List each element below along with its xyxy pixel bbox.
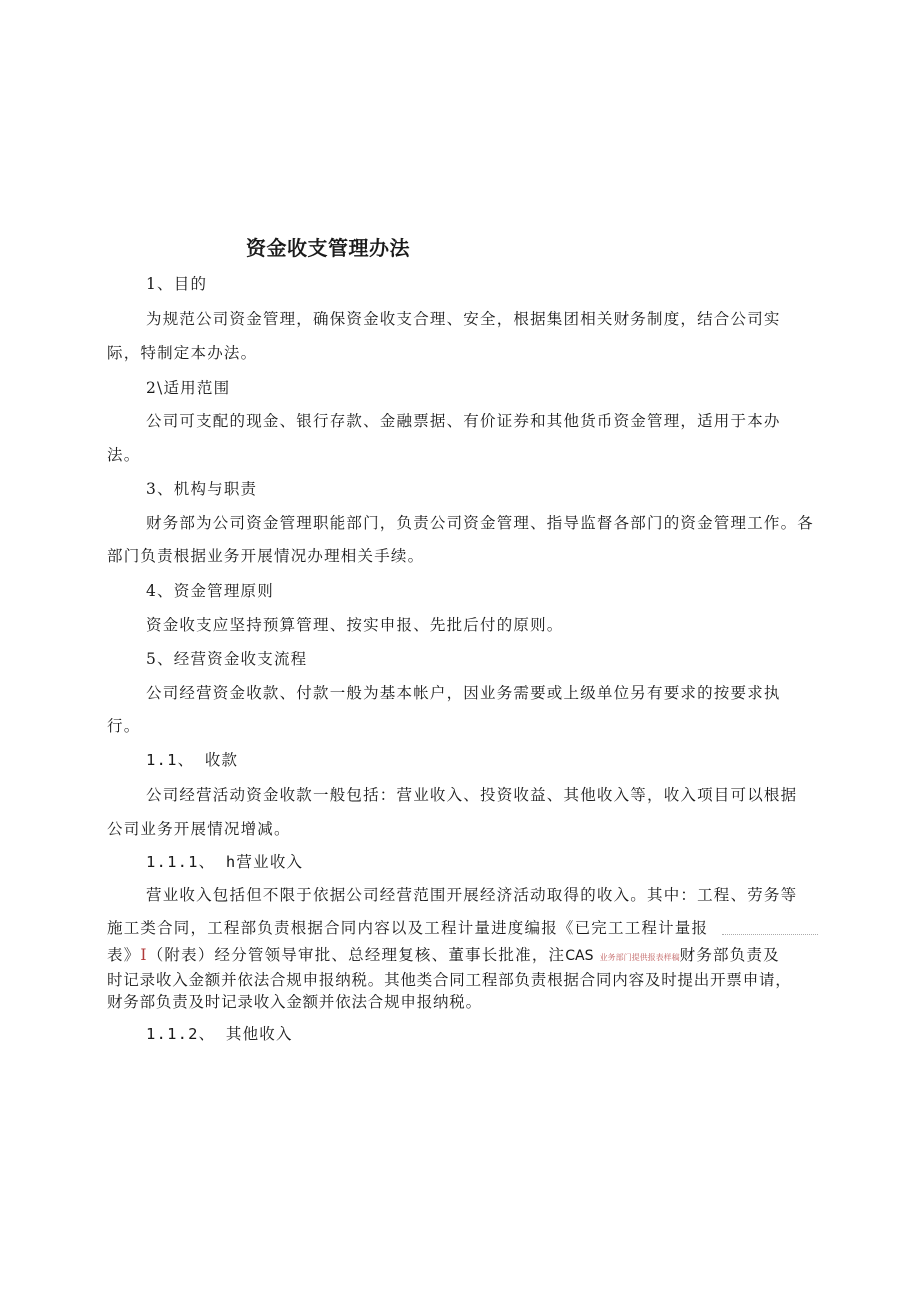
section-1-1-1-heading: 1.1.1、 h营业收入 bbox=[146, 853, 304, 871]
section-1-1-1-text-l4: 时记录收入金额并依法合规申报纳税。其他类合同工程部负责根据合同内容及时提出开票申请， bbox=[107, 971, 792, 989]
marker-fragment: I bbox=[140, 946, 148, 964]
section-5-heading: 5、经营资金收支流程 bbox=[146, 650, 308, 668]
section-3-heading: 3、机构与职责 bbox=[146, 480, 258, 498]
annotation-note: 业务部门提供报表样稿 bbox=[599, 953, 680, 962]
section-1-1-text-cont: 公司业务开展情况增减。 bbox=[107, 820, 291, 838]
section-1-1-2-heading: 1.1.2、 其他收入 bbox=[146, 1025, 293, 1043]
section-5-text: 公司经营资金收款、付款一般为基本帐户，因业务需要或上级单位另有要求的按要求执 bbox=[146, 684, 781, 702]
section-1-1-1-text-l3 bbox=[107, 945, 780, 968]
section-1-1-heading: 1.1、 收款 bbox=[146, 751, 239, 769]
section-3-text-cont: 部门负责根据业务开展情况办理相关手续。 bbox=[107, 547, 425, 565]
section-4-heading: 4、资金管理原则 bbox=[146, 582, 274, 600]
section-2-text: 公司可支配的现金、银行存款、金融票据、有价证券和其他货币资金管理，适用于本办 bbox=[146, 412, 781, 430]
section-2-heading: 2\适用范围 bbox=[146, 379, 231, 397]
document-title: 资金收支管理办法 bbox=[246, 236, 410, 260]
section-1-text: 为规范公司资金管理，确保资金收支合理、安全，根据集团相关财务制度，结合公司实 bbox=[146, 310, 781, 328]
section-2-text-cont: 法。 bbox=[107, 446, 141, 464]
section-3-text: 财务部为公司资金管理职能部门，负责公司资金管理、指导监督各部门的资金管理工作。各 bbox=[146, 514, 815, 532]
cas-mark: CAS bbox=[565, 948, 594, 964]
section-1-1-1-text-l5: 财务部负责及时记录收入金额并依法合规申报纳税。 bbox=[107, 993, 482, 1011]
text-fragment: 财务部负责及 bbox=[679, 946, 780, 964]
section-5-text-cont: 行。 bbox=[107, 717, 141, 735]
dotted-underline bbox=[722, 934, 818, 935]
section-1-heading: 1、目的 bbox=[146, 275, 208, 293]
section-4-text: 资金收支应坚持预算管理、按实申报、先批后付的原则。 bbox=[146, 616, 564, 634]
section-1-text-cont: 际，特制定本办法。 bbox=[107, 344, 258, 362]
section-1-1-1-text-l2: 施工类合同，工程部负责根据合同内容以及工程计量进度编报《已完工工程计量报 bbox=[107, 919, 709, 937]
text-fragment: 表》 bbox=[107, 946, 141, 964]
section-1-1-text: 公司经营活动资金收款一般包括：营业收入、投资收益、其他收入等，收入项目可以根据 bbox=[146, 786, 798, 804]
section-1-1-1-text: 营业收入包括但不限于依据公司经营范围开展经济活动取得的收入。其中：工程、劳务等 bbox=[146, 886, 798, 904]
text-fragment: （附表）经分管领导审批、总经理复核、董事长批准，注 bbox=[147, 946, 566, 964]
